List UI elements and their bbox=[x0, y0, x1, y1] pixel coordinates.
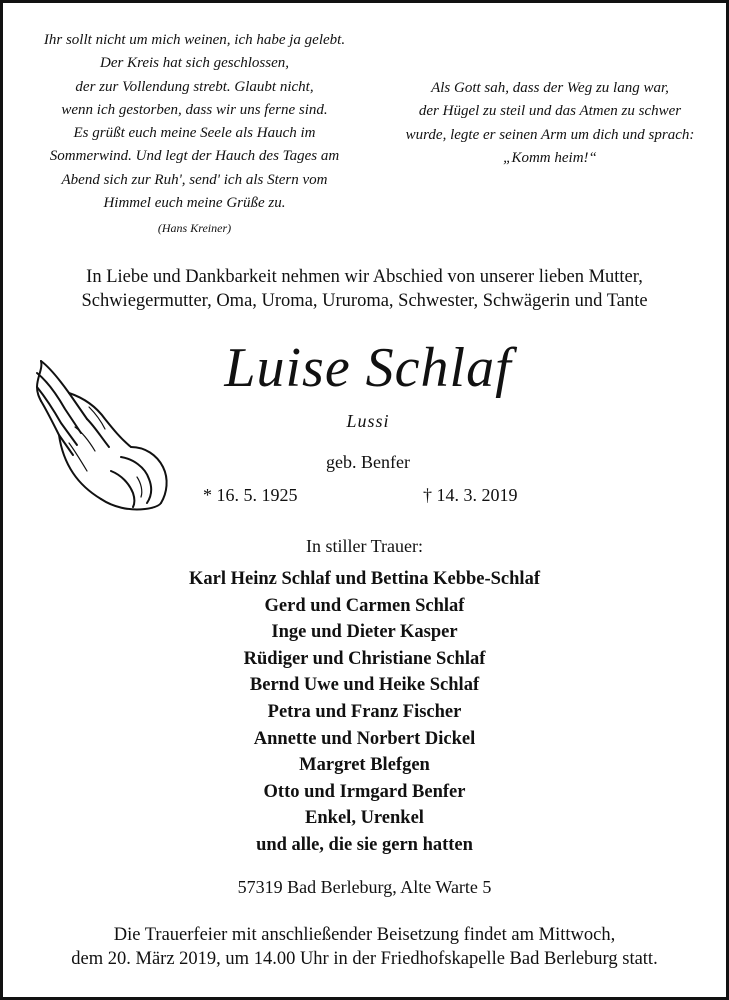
mourner-name: Margret Blefgen bbox=[299, 755, 430, 776]
mourner-name: Gerd und Carmen Schlaf bbox=[264, 595, 465, 616]
poem-left-line: wenn ich gestorben, dass wir uns ferne sind. bbox=[61, 101, 328, 118]
mourners-list bbox=[3, 566, 726, 859]
intro-line: In Liebe und Dankbarkeit nehmen wir Abschied von unserer lieben Mutter, bbox=[86, 267, 643, 287]
birth-name: geb. Benfer bbox=[326, 452, 410, 472]
poem-left-line: der zur Vollendung strebt. Glaubt nicht, bbox=[75, 78, 314, 95]
deceased-name: Luise Schlaf bbox=[224, 337, 512, 399]
deceased-nickname: Lussi bbox=[346, 411, 390, 431]
mourner-name: Bernd Uwe und Heike Schlaf bbox=[249, 675, 480, 696]
poem-left-line: Himmel euch meine Grüße zu. bbox=[103, 195, 286, 212]
poem-left-line: Der Kreis hat sich geschlossen, bbox=[99, 55, 289, 72]
mourning-label: In stiller Trauer: bbox=[306, 536, 423, 556]
poem-right-line: der Hügel zu steil und das Atmen zu schwer bbox=[418, 103, 682, 120]
address: 57319 Bad Berleburg, Alte Warte 5 bbox=[237, 877, 492, 897]
funeral-line: dem 20. März 2019, um 14.00 Uhr in der Friedhofskapelle Bad Berleburg statt. bbox=[71, 949, 658, 969]
poem-right-line: wurde, legte er seinen Arm um dich und sprach: bbox=[405, 126, 695, 143]
mourner-name: Otto und Irmgard Benfer bbox=[263, 781, 466, 802]
mourner-name: Annette und Norbert Dickel bbox=[253, 728, 476, 749]
mourner-name: und alle, die sie gern hatten bbox=[256, 834, 473, 855]
poem-right-line: „Komm heim!“ bbox=[503, 149, 597, 166]
mourner-name: Petra und Franz Fischer bbox=[267, 701, 462, 722]
mourner-name: Enkel, Urenkel bbox=[305, 808, 424, 829]
poem-author: (Hans Kreiner) bbox=[157, 221, 232, 236]
death-date: † 14. 3. 2019 bbox=[423, 485, 518, 505]
poem-left-line: Sommerwind. Und legt der Hauch des Tages am bbox=[49, 148, 340, 165]
funeral-info bbox=[3, 923, 726, 971]
poem-right bbox=[375, 77, 725, 170]
poem-left-line: Ihr sollt nicht um mich weinen, ich habe ja gelebt. bbox=[43, 32, 346, 48]
poem-right-line: Als Gott sah, dass der Weg zu lang war, bbox=[431, 80, 669, 96]
poem-left bbox=[17, 29, 372, 241]
poem-left-line: Es grüßt euch meine Seele als Hauch im bbox=[73, 125, 316, 142]
intro-text bbox=[3, 265, 726, 313]
birth-date: * 16. 5. 1925 bbox=[203, 485, 298, 505]
praying-hands-icon bbox=[29, 347, 179, 517]
mourner-name: Rüdiger und Christiane Schlaf bbox=[243, 648, 486, 669]
mourner-name: Karl Heinz Schlaf und Bettina Kebbe-Schlaf bbox=[188, 569, 540, 589]
intro-line: Schwiegermutter, Oma, Uroma, Ururoma, Schwester, Schwägerin und Tante bbox=[81, 291, 648, 311]
poem-left-line: Abend sich zur Ruh', send' ich als Stern vom bbox=[61, 171, 328, 188]
funeral-line: Die Trauerfeier mit anschließender Beisetzung findet am Mittwoch, bbox=[113, 925, 616, 945]
mourner-name: Inge und Dieter Kasper bbox=[271, 622, 458, 643]
